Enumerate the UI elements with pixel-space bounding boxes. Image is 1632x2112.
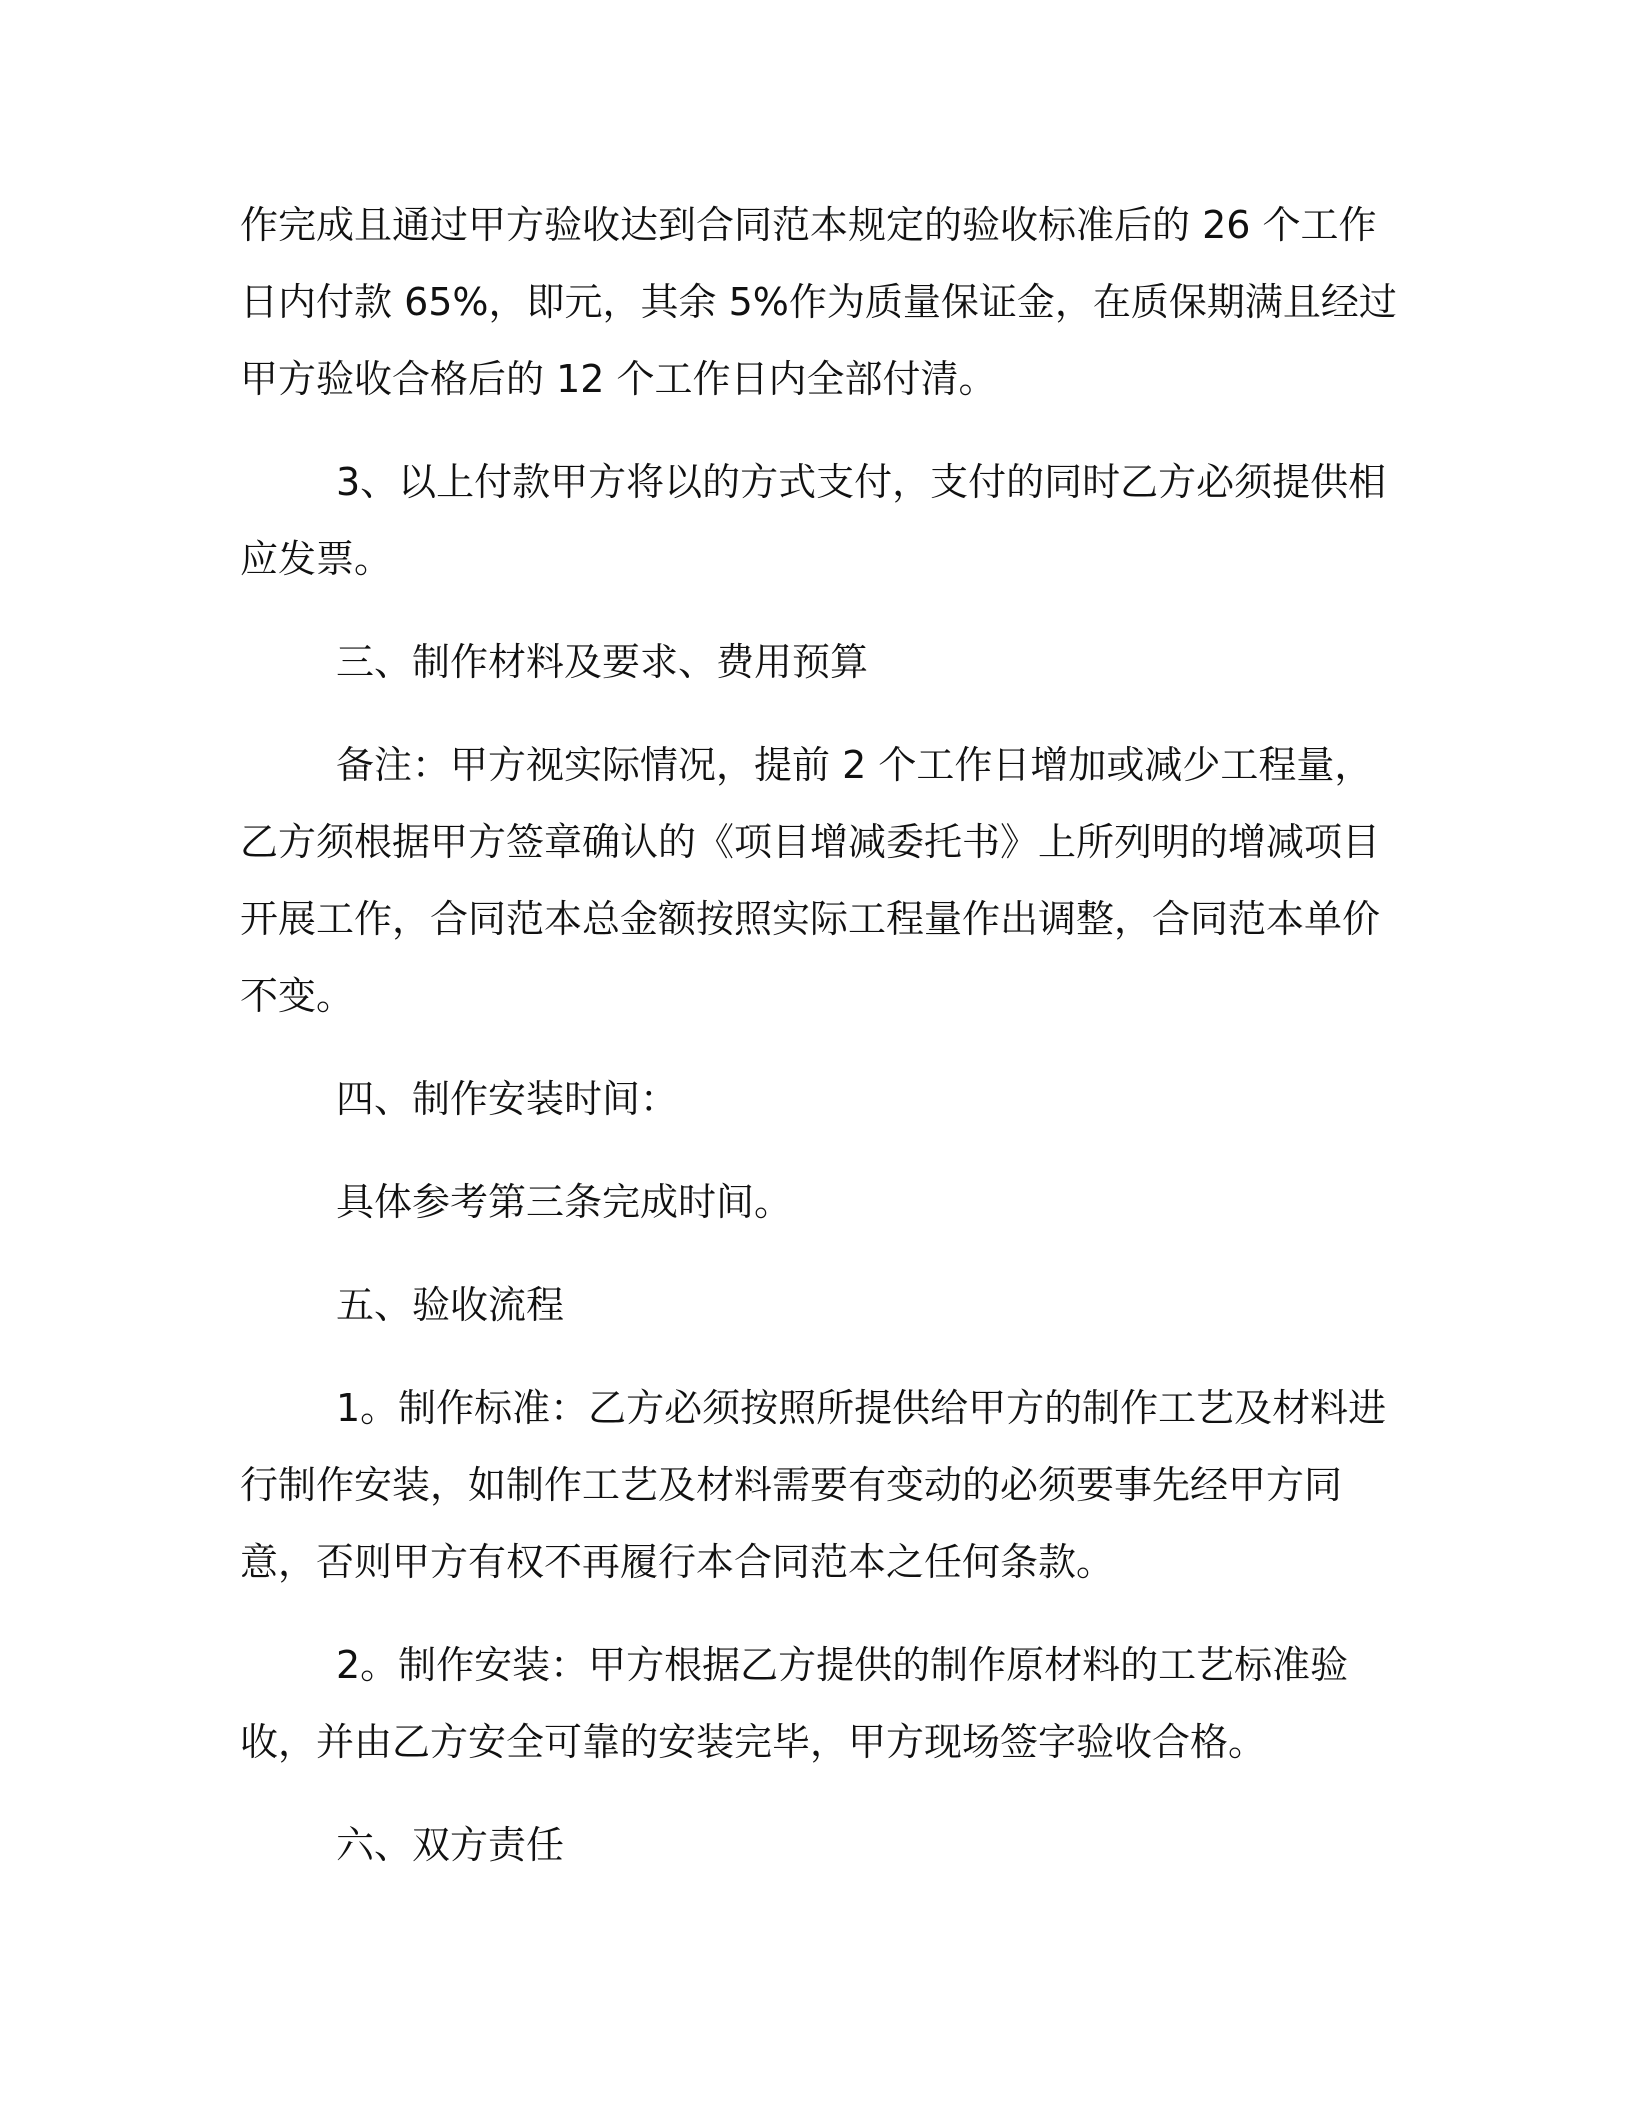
paragraph-production-standard: 1。制作标准：乙方必须按照所提供给甲方的制作工艺及材料进行制作安装，如制作工艺及材料需要有变动的必须要事先经甲方同意，否则甲方有权不再履行本合同范本之任何条款。 (240, 1386, 1387, 1584)
document-body (240, 187, 1400, 1884)
section-heading-responsibilities: 六、双方责任 (336, 1823, 565, 1867)
paragraph-payment-terms: 作完成且通过甲方验收达到合同范本规定的验收标准后的 26 个工作日内付款 65%，即元，其余 5%作为质量保证金，在质保期满且经过甲方验收合格后的 12 个工作日内全部付清。 (240, 203, 1397, 401)
section-heading-install-time: 四、制作安装时间： (336, 1077, 679, 1121)
section-heading-acceptance: 五、验收流程 (336, 1283, 565, 1327)
paragraph-note: 备注：甲方视实际情况，提前 2 个工作日增加或减少工程量，乙方须根据甲方签章确认的《项目增减委托书》上所列明的增减项目开展工作，合同范本总金额按照实际工程量作出调整，合同范本单价不变。 (240, 743, 1381, 1018)
paragraph-payment-method: 3、以上付款甲方将以的方式支付，支付的同时乙方必须提供相应发票。 (240, 460, 1387, 581)
paragraph-time-reference: 具体参考第三条完成时间。 (336, 1180, 793, 1224)
section-heading-materials: 三、制作材料及要求、费用预算 (336, 640, 869, 684)
paragraph-production-install: 2。制作安装：甲方根据乙方提供的制作原材料的工艺标准验收，并由乙方安全可靠的安装完毕，甲方现场签字验收合格。 (240, 1643, 1349, 1764)
